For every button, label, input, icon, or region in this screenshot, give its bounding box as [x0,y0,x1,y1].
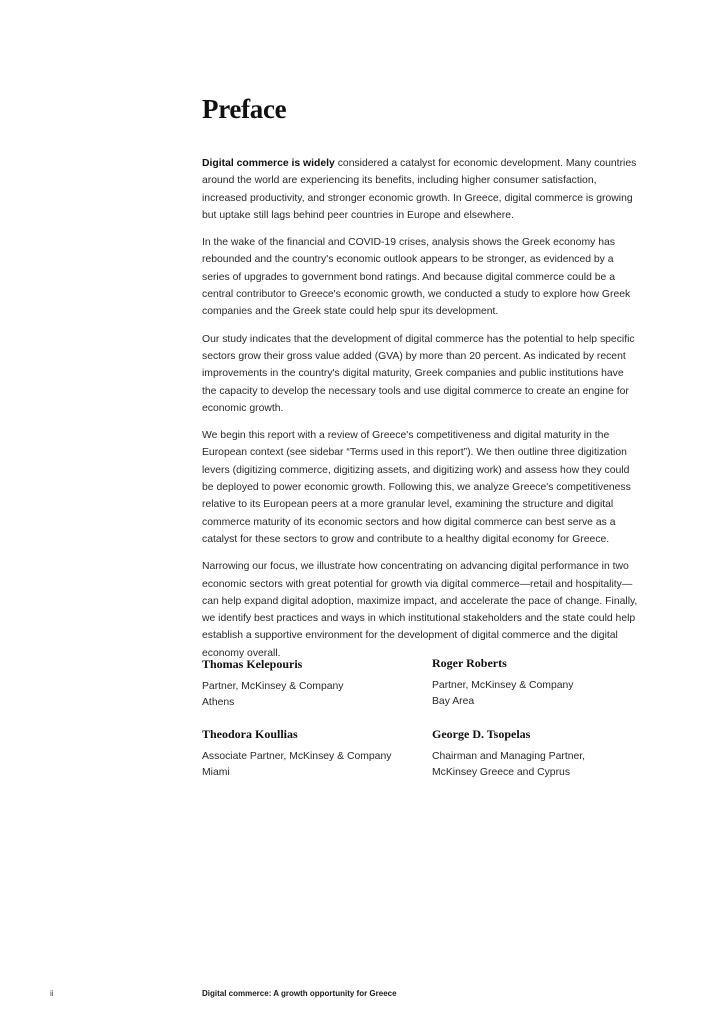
paragraph-4: We begin this report with a review of Greece's competitiveness and digital maturity in the European context (see sidebar “Terms used in this report”). We then outline three digitization levers (digitizing commerce, digitizing assets, and digitizing work) and assess how they could be deployed to power economic growth. Following this, we analyze Greece's competitiveness relative to its European peers at a more granular level, examining the structure and digital commerce maturity of its economic sectors and how digital commerce can best serve as a catalyst for these sectors to grow and contribute to a healthy digital economy for Greece. [202,430,631,545]
signatory-title: Partner, McKinsey & Company [432,680,574,691]
signatory-thomas-kelepouris [202,654,422,711]
signatory-name: Theodora Koullias [202,727,298,741]
signatory-roger-roberts [432,653,652,710]
page-number: ii [50,989,54,998]
page-title: Preface [202,94,287,124]
signatory-title: Chairman and Managing Partner, [432,751,586,762]
footer-report-title: Digital commerce: A growth opportunity for Greece [202,989,397,998]
signatory-george-tsopelas [432,724,652,781]
signatory-name: George D. Tsopelas [432,727,531,741]
signatory-name: Thomas Kelepouris [202,657,303,671]
preface-body [202,155,638,672]
signatory-title: Associate Partner, McKinsey & Company [202,751,392,762]
paragraph-5: Narrowing our focus, we illustrate how concentrating on advancing digital performance in two economic sectors with great potential for growth via digital commerce—retail and hospitality—can help expand digital adoption, maximize impact, and accelerate the pace of change. Finally, we identify best practices and ways in which institutional stakeholders and the state could help establish a supportive environment for the development of digital commerce and the digital economy overall. [202,561,638,659]
signatory-theodora-koullias [202,724,422,781]
signatory-location: Miami [202,767,230,778]
paragraph-1 [202,155,638,224]
signatory-location: Athens [202,697,235,708]
signatory-name: Roger Roberts [432,656,507,670]
signatory-location: McKinsey Greece and Cyprus [432,767,571,778]
signatory-title: Partner, McKinsey & Company [202,681,344,692]
signatory-location: Bay Area [432,696,475,707]
paragraph-1-text: considered a catalyst for economic development. Many countries around the world are experiencing its benefits, including higher consumer satisfaction, increased productivity, and stronger economic growth. In Greece, digital commerce is growing but uptake still lags behind peer countries in Europe and elsewhere. [202,158,637,221]
paragraph-3: Our study indicates that the development of digital commerce has the potential to help specific sectors grow their gross value added (GVA) by more than 20 percent. As indicated by recent improvements in the country's digital maturity, Greek companies and public institutions have the capacity to develop the necessary tools and use digital commerce to create an engine for economic growth. [202,333,635,414]
paragraph-2: In the wake of the financial and COVID-19 crises, analysis shows the Greek economy has rebounded and the country's economic outlook appears to be stronger, as evidenced by a series of upgrades to government bond ratings. And because digital commerce could be a central contributor to Greece's economic growth, we conducted a study to explore how Greek companies and the Greek state could help spur its development. [202,237,631,318]
lead-in-text: Digital commerce is widely [202,158,335,169]
